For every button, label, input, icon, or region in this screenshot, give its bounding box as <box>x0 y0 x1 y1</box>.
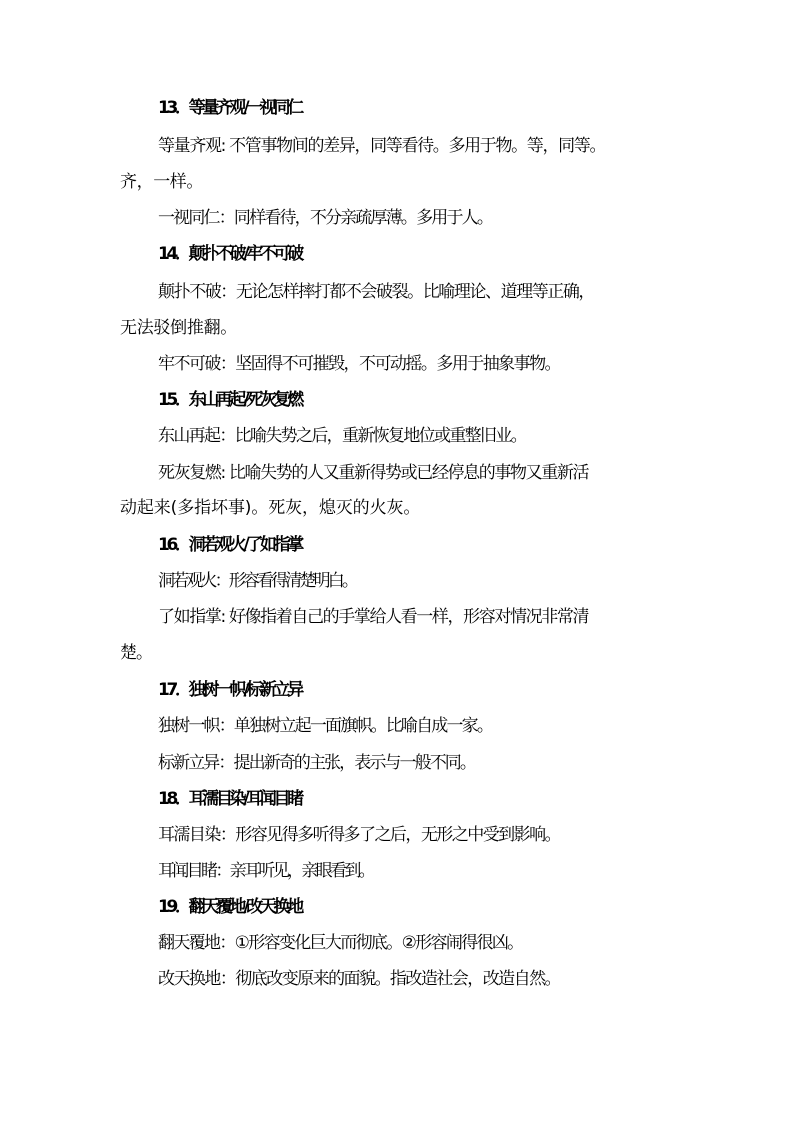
definition-line: 了如指掌: 好像指着自己的手掌给人看一样，形容对情况非常清 <box>158 607 589 627</box>
definition-line: 标新立异：提出新奇的主张，表示与一般不同。 <box>158 753 475 773</box>
definition-continuation: 齐，一样。 <box>120 172 203 192</box>
definition-line: 翻天覆地：①形容变化巨大而彻底。②形容闹得很凶。 <box>158 933 523 953</box>
entry-heading: 13．等量齐观/一视同仁 <box>158 98 301 118</box>
definition-line: 牢不可破：坚固得不可摧毁，不可动摇。多用于抽象事物。 <box>158 354 560 374</box>
definition-line: 东山再起：比喻失势之后，重新恢复地位或重整旧业。 <box>158 426 526 446</box>
definition-line: 耳濡目染：形容见得多听得多了之后，无形之中受到影响。 <box>158 825 560 845</box>
entry-heading: 19．翻天覆地/改天换地 <box>158 897 301 917</box>
entry-heading: 18．耳濡目染/耳闻目睹 <box>158 789 301 809</box>
definition-continuation: 无法驳倒推翻。 <box>120 318 237 338</box>
definition-continuation: 动起来(多指坏事)。死灰，熄灭的火灰。 <box>120 498 421 518</box>
definition-line: 耳闻目睹：亲耳听见，亲眼看到。 <box>158 861 373 881</box>
definition-line: 独树一帜：单独树立起一面旗帜。比喻自成一家。 <box>158 716 492 736</box>
entry-heading: 15．东山再起/死灰复燃 <box>158 390 301 410</box>
definition-line: 死灰复燃: 比喻失势的人又重新得势或已经停息的事物又重新活 <box>158 463 589 483</box>
definition-line: 颠扑不破：无论怎样摔打都不会破裂。比喻理论、道理等正确， <box>158 282 594 302</box>
definition-line: 改天换地：彻底改变原来的面貌。指改造社会，改造自然。 <box>158 969 560 989</box>
entry-heading: 17．独树一帜/标新立异 <box>158 680 301 700</box>
entry-heading: 14．颠扑不破/牢不可破 <box>158 244 301 264</box>
definition-continuation: 楚。 <box>120 643 152 663</box>
entry-heading: 16．洞若观火/了如指掌 <box>158 535 301 555</box>
definition-line: 一视同仁：同样看待，不分亲疏厚薄。多用于人。 <box>158 208 492 228</box>
definition-line: 洞若观火：形容看得清楚明白。 <box>158 571 356 591</box>
definition-line: 等量齐观: 不管事物间的差异，同等看待。多用于物。等，同等。 <box>158 136 606 156</box>
